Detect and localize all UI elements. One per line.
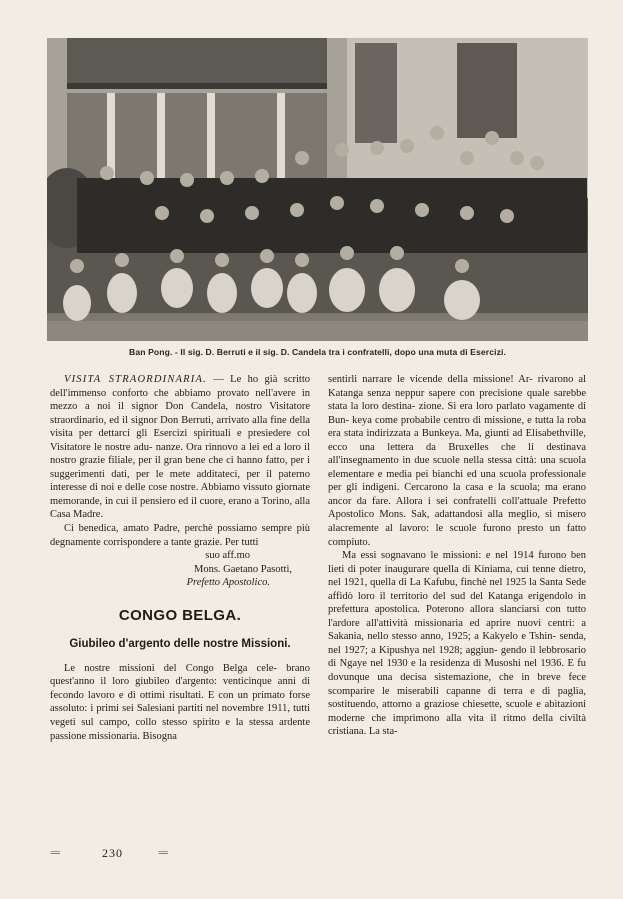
text-line: furono ben lieti di poter inaugurare quella di [328, 550, 586, 575]
text-line: professionale per gli indigeni. Cercarono la [328, 468, 587, 494]
text-line: alacremente al lavoro: le scuole furono presto [328, 523, 544, 535]
text-line: allora slanciarsi con tutto l'ardore all'attività [328, 604, 587, 629]
decorative-dash: == [50, 847, 59, 859]
text-line: provato nell'avere in mezzo a noi il signor [50, 387, 311, 413]
text-line: paglia, sostituendo, attorno a graziose chiesette, [328, 685, 586, 711]
text-line: — Le ho [213, 374, 259, 385]
text-line: da Bruxelles che li destinava all'insegnamento [328, 441, 586, 467]
paragraph-visita [50, 373, 310, 522]
paragraph-benedica [50, 522, 310, 549]
signature-name: Mons. Gaetano Pasotti, [194, 563, 292, 575]
text-line: tutti vegeti sul campo, collo stesso spirito e la [50, 703, 310, 729]
section-title-congo-belga: CONGO BELGA. [118, 606, 242, 624]
photo-caption: Ban Pong. - Il sig. D. Berruti e il sig. D. Candela tra i confratelli, dopo una muta di Esercizi. [129, 347, 506, 357]
text-line: Le nostre missioni del Congo Belga cele- [64, 662, 277, 674]
text-line: missionaria ed aprire nuovi centri: a Sakania, [328, 617, 587, 643]
text-line: stessa ardente passione missionaria. Bisogna [50, 717, 310, 742]
text-line: elementare e media pei bianchi ed una scuola [328, 468, 527, 480]
text-line: Ci benedica, amato Padre, perchè possiamo [64, 523, 257, 535]
paragraph-katanga [328, 373, 586, 549]
decorative-dash: == [158, 847, 167, 859]
text-line: residenza di Musoshi nel 1936. E fu dovunque [328, 658, 587, 684]
text-line: un fatto compiuto. [328, 523, 586, 548]
text-line: Ma essi sognavano le missioni: e nel 1914 [342, 550, 534, 562]
text-line: Don Candela, nostro Visitatore straordinario, [50, 401, 311, 426]
right-column [328, 373, 586, 739]
text-line: e presiedere col Visitatore le nostre adu- [50, 428, 310, 453]
text-line: scomparire le miserabili capanne di terra e di [328, 685, 551, 697]
text-line: tutta la roba era stata indirizzata a Bunkeya. [328, 414, 587, 440]
paragraph-missioni [328, 549, 586, 739]
text-line: primi sei Salesiani partiti nel novembre 1911, [96, 703, 291, 715]
text-line: zione. Si era loro parlato vagamente di Bun- [328, 401, 586, 426]
subsection-title-giubileo: Giubileo d'argento delle nostre Missioni. [69, 638, 291, 651]
text-line: affidò loro il territorio del sud del Katanga [328, 590, 523, 602]
text-line: scuole e abitazioni moderne che imprimono [328, 699, 587, 724]
text-line: Kiniama, cui tenne dietro, nel 1921, quella di [328, 563, 586, 589]
text-line: senda, nel 1927; a Kipushya nel 1928; aggiun- [328, 631, 587, 656]
text-line: sempre più degnamente corrispondere a tante [50, 523, 310, 548]
text-line: precisione quale sarebbe stata la loro destina- [328, 387, 586, 413]
group-photo-illustration [47, 38, 588, 341]
group-photo [47, 38, 588, 341]
text-line: in due scuole nella stessa città: una scuola [402, 455, 586, 467]
text-line: i sei confratelli coll'attuale Prefetto Apostolico [328, 495, 586, 521]
text-line: delle cose nostre. Abbiamo vissuto giornate [124, 482, 310, 494]
signature-title: Prefetto Apostolico. [186, 577, 270, 589]
text-line: della visita per dettarci gli Esercizi spirituali [50, 414, 311, 440]
page-number: 230 [102, 846, 123, 860]
left-column [50, 373, 310, 743]
text-line: gendo il lebbrosario di Ngaye nel 1930 e la [328, 644, 587, 670]
text-line: sentirli narrare le vicende della missione! Ar- [328, 374, 533, 385]
paragraph-congo-intro [50, 662, 310, 743]
text-line: nanze. Ora rinnovo a lei ed a loro il nostro [50, 441, 311, 467]
text-line: casa e la scuola; ma erano ancor da fare. Allora [328, 482, 586, 507]
text-line: additateci, per il paterno interesse di noi e [50, 468, 310, 494]
text-line: grazie filiale, per il gran bene che ci hanno [79, 455, 263, 467]
text-line: già scritto dell'immenso conforto che abbiamo [50, 374, 310, 399]
text-line: ed il signor Don Berruti, arrivato alla fine [109, 414, 287, 426]
text-line: rivarono al Katanga senza neppur sapere con [328, 374, 587, 399]
page-footer [50, 846, 210, 860]
text-line: Mons. Sak, adattandosi alla meglio, si misero [379, 509, 586, 521]
text-line: alla vita il ritmo della civiltà cristiana. La sta- [328, 712, 586, 738]
text-line: fatto, per i suggerimenti dati, per le mete [50, 455, 310, 480]
heading-visita-straordinaria: VISITA STRAORDINARIA. [64, 374, 207, 385]
text-line: Ma, giunti ad Elisabethville, ecco una lettera [328, 428, 586, 453]
text-line: grazie. Per tutti [194, 536, 259, 548]
text-line: una decisa sistemazione, che in breve fece [377, 672, 586, 684]
text-line: risultati. E con un primato forse assoluto: i [50, 689, 311, 715]
text-line: nello stesso anno, 1925; a Kakyelo e Tshin- [367, 631, 556, 643]
signature-closing: suo aff.mo [205, 550, 250, 562]
text-line: memorande, in cui il pensiero ed il cuore, [50, 495, 226, 507]
text-line: erano a Torino, alla Casa Madre. [50, 495, 311, 521]
text-line: keya come probabile centro di missione, e [352, 414, 532, 426]
text-line: venticinque anni di fecondo lavoro e di ottimi [50, 676, 310, 701]
text-line: erigendolo in prefettura apostolica. Poterono [328, 590, 587, 616]
text-line: La Kafubu, finchè nel 1925 la Santa Sede [409, 577, 587, 589]
text-line: brano quest'anno il loro giubileo d'argento: [50, 662, 311, 688]
